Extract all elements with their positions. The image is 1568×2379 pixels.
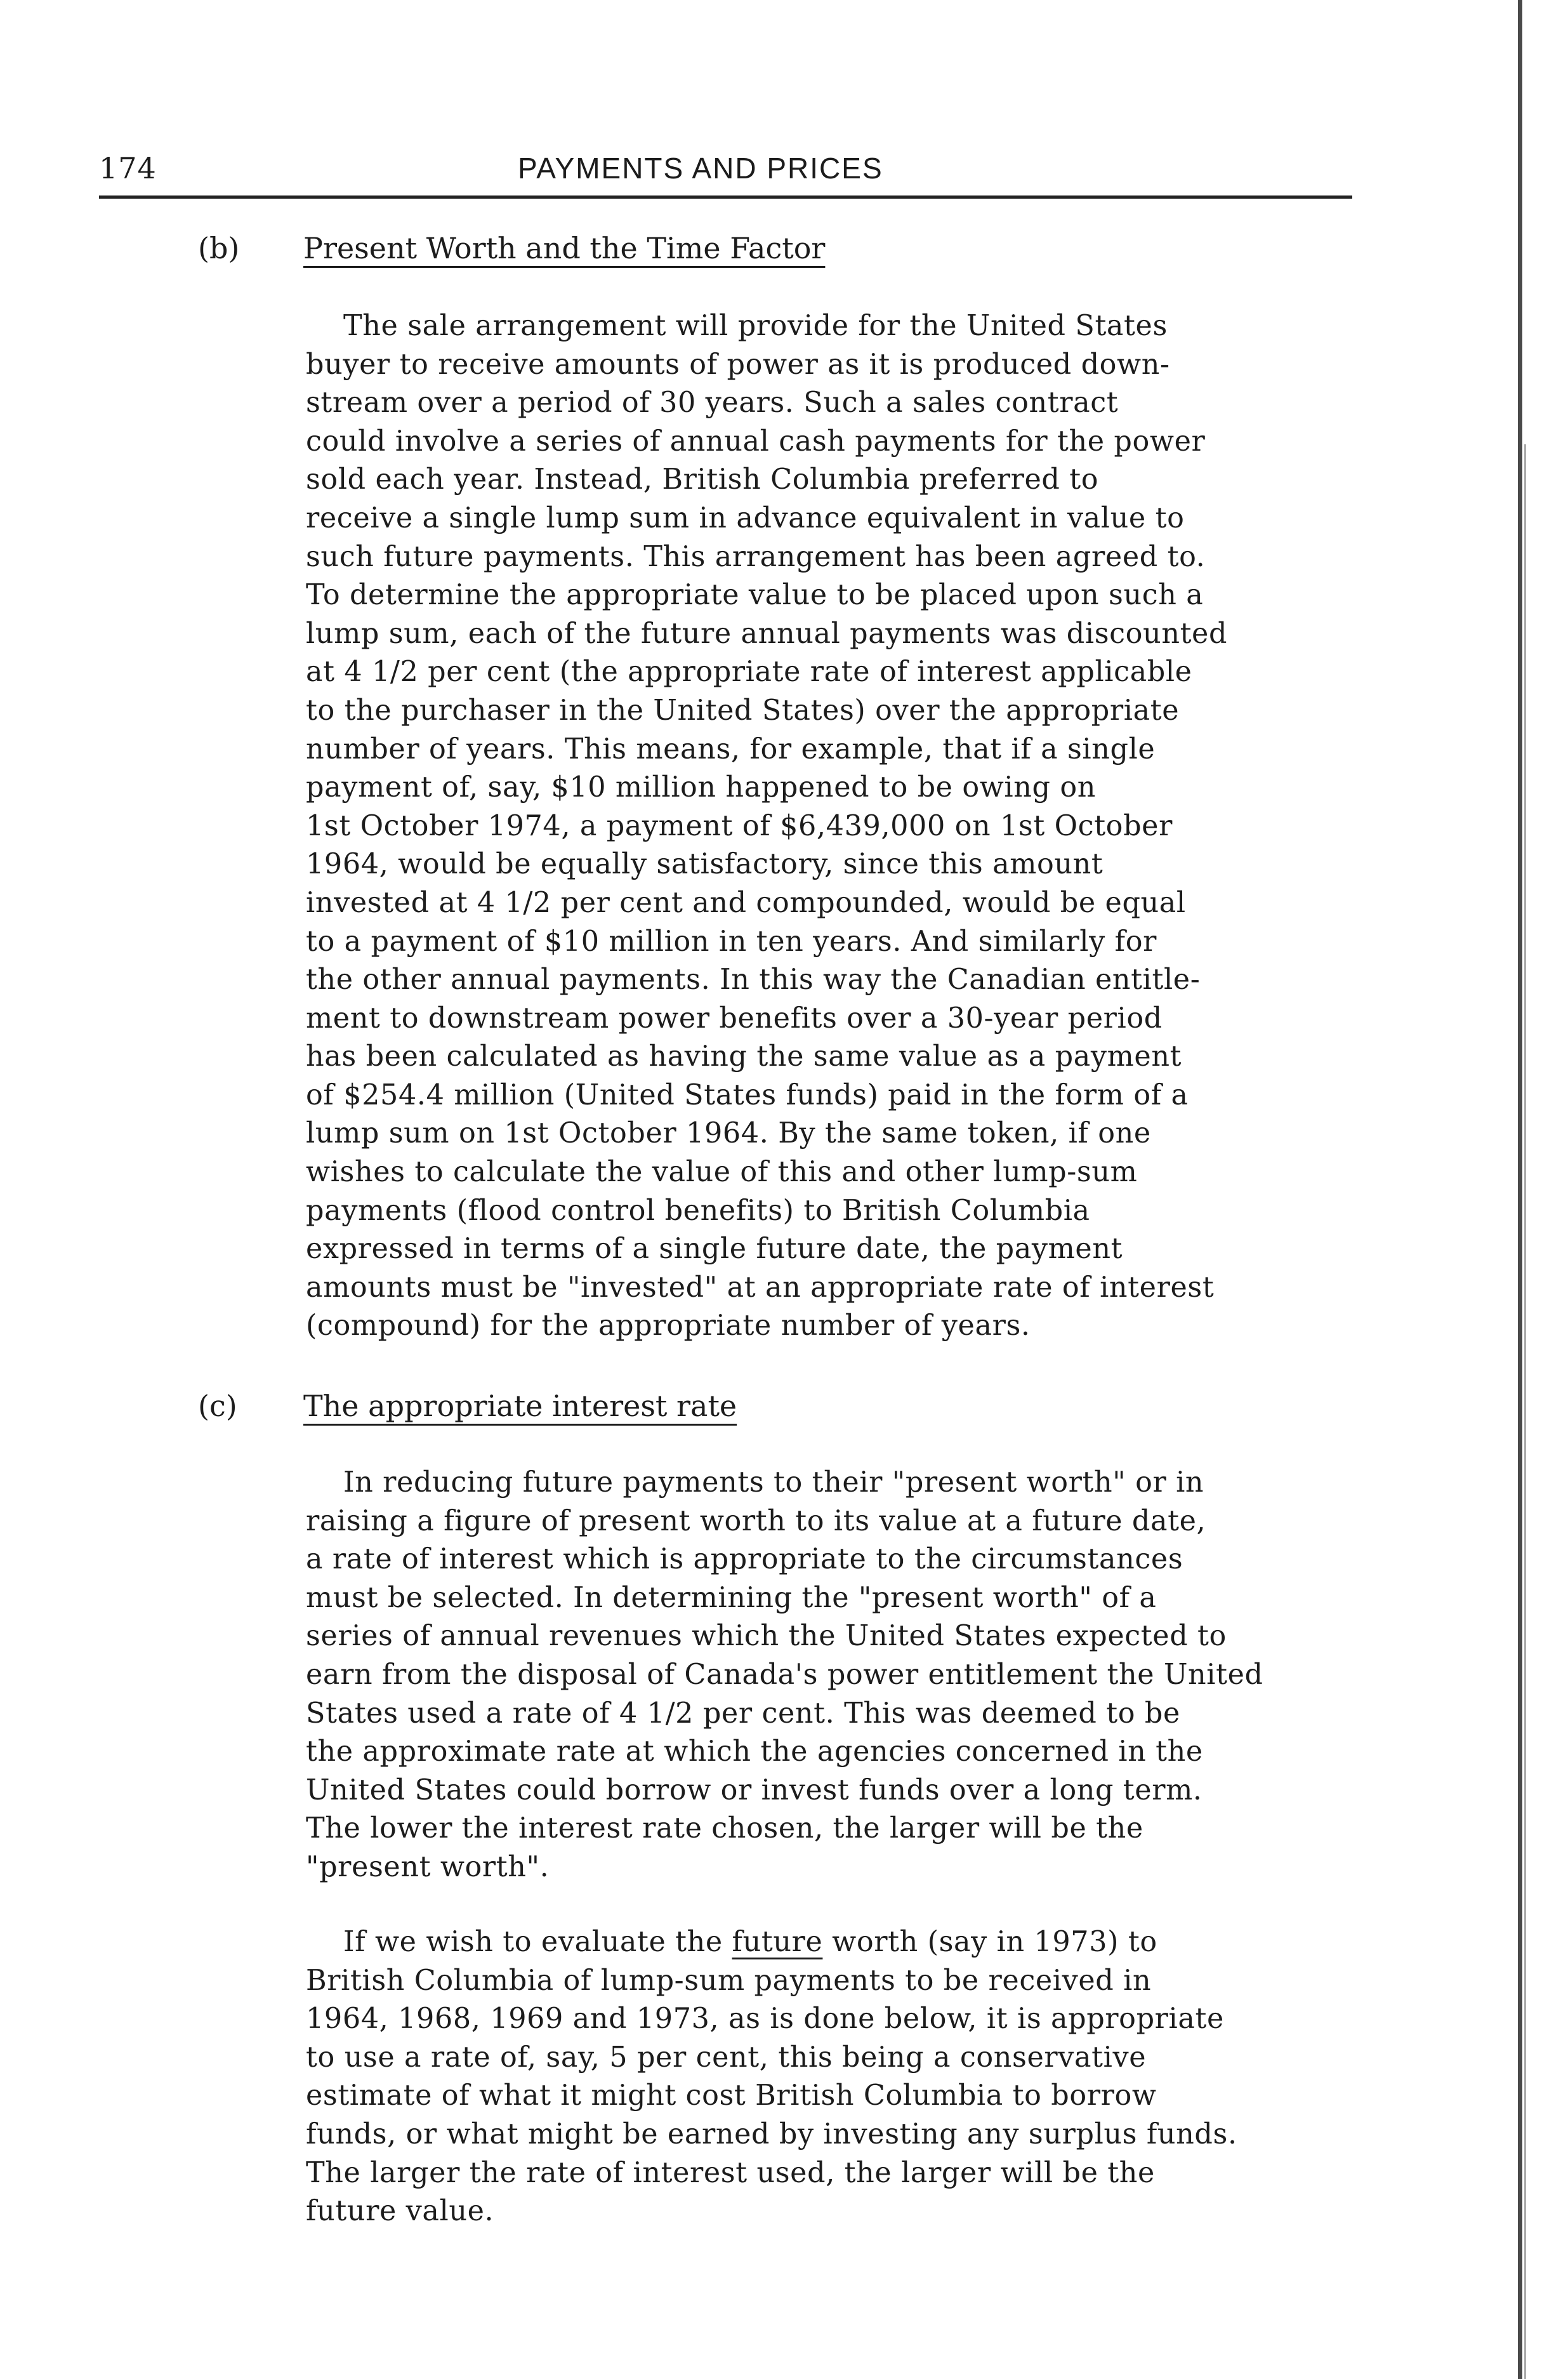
paragraph-line: buyer to receive amounts of power as it is produced down- bbox=[306, 348, 1170, 381]
paragraph-line: the approximate rate at which the agencies concerned in the bbox=[306, 1735, 1203, 1768]
paragraph-line: British Columbia of lump-sum payments to be received in bbox=[306, 1964, 1152, 1997]
paragraph-line: the other annual payments. In this way the Canadian entitle- bbox=[306, 964, 1201, 997]
paragraph-line: future value. bbox=[306, 2195, 494, 2228]
section-b-paragraph bbox=[306, 307, 1410, 1346]
paragraph-line: a rate of interest which is appropriate to the circumstances bbox=[306, 1543, 1183, 1576]
paragraph-line: earn from the disposal of Canada's power entitlement the United bbox=[306, 1658, 1263, 1691]
section-c-paragraph-2 bbox=[306, 1923, 1410, 2231]
paragraph-line: 1st October 1974, a payment of $6,439,000 on 1st October bbox=[306, 809, 1173, 842]
paragraph-line: The lower the interest rate chosen, the larger will be the bbox=[306, 1812, 1143, 1845]
paragraph-line: funds, or what might be earned by investing any surplus funds. bbox=[306, 2117, 1237, 2150]
paragraph-line: number of years. This means, for example, that if a single bbox=[306, 732, 1156, 765]
paragraph-line: of $254.4 million (United States funds) paid in the form of a bbox=[306, 1078, 1189, 1111]
paragraph-line: series of annual revenues which the United States expected to bbox=[306, 1620, 1227, 1653]
section-b-label: (b) bbox=[198, 231, 240, 265]
section-b-title: Present Worth and the Time Factor bbox=[303, 231, 826, 265]
section-c-title: The appropriate interest rate bbox=[303, 1389, 737, 1423]
paragraph-line: The sale arrangement will provide for the United States bbox=[306, 310, 1168, 342]
page-number: 174 bbox=[99, 151, 157, 185]
paragraph-line: payment of, say, $10 million happened to be owing on bbox=[306, 771, 1096, 804]
paragraph-line: at 4 1/2 per cent (the appropriate rate of interest applicable bbox=[306, 656, 1192, 689]
paragraph-line: "present worth". bbox=[306, 1850, 550, 1883]
paragraph-line: stream over a period of 30 years. Such a sales contract bbox=[306, 387, 1119, 420]
paragraph-line: wishes to calculate the value of this and other lump-sum bbox=[306, 1156, 1138, 1189]
paragraph-line: such future payments. This arrangement has been agreed to. bbox=[306, 540, 1206, 573]
paragraph-line: to the purchaser in the United States) over the appropriate bbox=[306, 694, 1180, 727]
paragraph-line: ment to downstream power benefits over a 30-year period bbox=[306, 1002, 1163, 1035]
page-header bbox=[99, 151, 1352, 199]
running-head: PAYMENTS AND PRICES bbox=[518, 152, 883, 185]
line-text: If we wish to evaluate the bbox=[306, 1926, 732, 1958]
section-c-label: (c) bbox=[198, 1389, 237, 1423]
paragraph-line: The larger the rate of interest used, the larger will be the bbox=[306, 2156, 1155, 2189]
line-text: worth (say in 1973) to bbox=[822, 1926, 1157, 1958]
section-c-paragraph-1 bbox=[306, 1464, 1410, 1887]
paragraph-line: could involve a series of annual cash payments for the power bbox=[306, 425, 1206, 458]
paragraph-line: invested at 4 1/2 per cent and compounded, would be equal bbox=[306, 886, 1186, 919]
binding-edge-shadow bbox=[1524, 444, 1526, 2379]
paragraph-line: to a payment of $10 million in ten years. And similarly for bbox=[306, 925, 1157, 958]
binding-edge-line bbox=[1518, 0, 1522, 2379]
paragraph-line: lump sum, each of the future annual payments was discounted bbox=[306, 617, 1228, 650]
paragraph-line: United States could borrow or invest funds over a long term. bbox=[306, 1773, 1202, 1806]
paragraph-line: States used a rate of 4 1/2 per cent. This was deemed to be bbox=[306, 1697, 1180, 1730]
paragraph-line: (compound) for the appropriate number of years. bbox=[306, 1309, 1031, 1342]
paragraph-line: estimate of what it might cost British Columbia to borrow bbox=[306, 2079, 1157, 2112]
paragraph-line: In reducing future payments to their "present worth" or in bbox=[306, 1466, 1204, 1499]
paragraph-line: 1964, 1968, 1969 and 1973, as is done below, it is appropriate bbox=[306, 2003, 1224, 2036]
paragraph-line: 1964, would be equally satisfactory, since this amount bbox=[306, 848, 1104, 881]
paragraph-line: raising a figure of present worth to its value at a future date, bbox=[306, 1504, 1206, 1537]
paragraph-line: sold each year. Instead, British Columbia preferred to bbox=[306, 463, 1099, 496]
paragraph-line: to use a rate of, say, 5 per cent, this being a conservative bbox=[306, 2041, 1147, 2074]
paragraph-line: receive a single lump sum in advance equivalent in value to bbox=[306, 501, 1185, 534]
paragraph-line: must be selected. In determining the "present worth" of a bbox=[306, 1581, 1157, 1614]
paragraph-line: amounts must be "invested" at an appropriate rate of interest bbox=[306, 1271, 1215, 1304]
paragraph-line: payments (flood control benefits) to British Columbia bbox=[306, 1194, 1090, 1227]
emphasized-word: future bbox=[732, 1926, 823, 1958]
paragraph-line: has been calculated as having the same value as a payment bbox=[306, 1040, 1182, 1073]
paragraph-line bbox=[306, 1923, 1410, 1962]
paragraph-line: To determine the appropriate value to be placed upon such a bbox=[306, 579, 1204, 612]
paragraph-line: lump sum on 1st October 1964. By the same token, if one bbox=[306, 1117, 1151, 1150]
paragraph-line: expressed in terms of a single future date, the payment bbox=[306, 1233, 1123, 1266]
